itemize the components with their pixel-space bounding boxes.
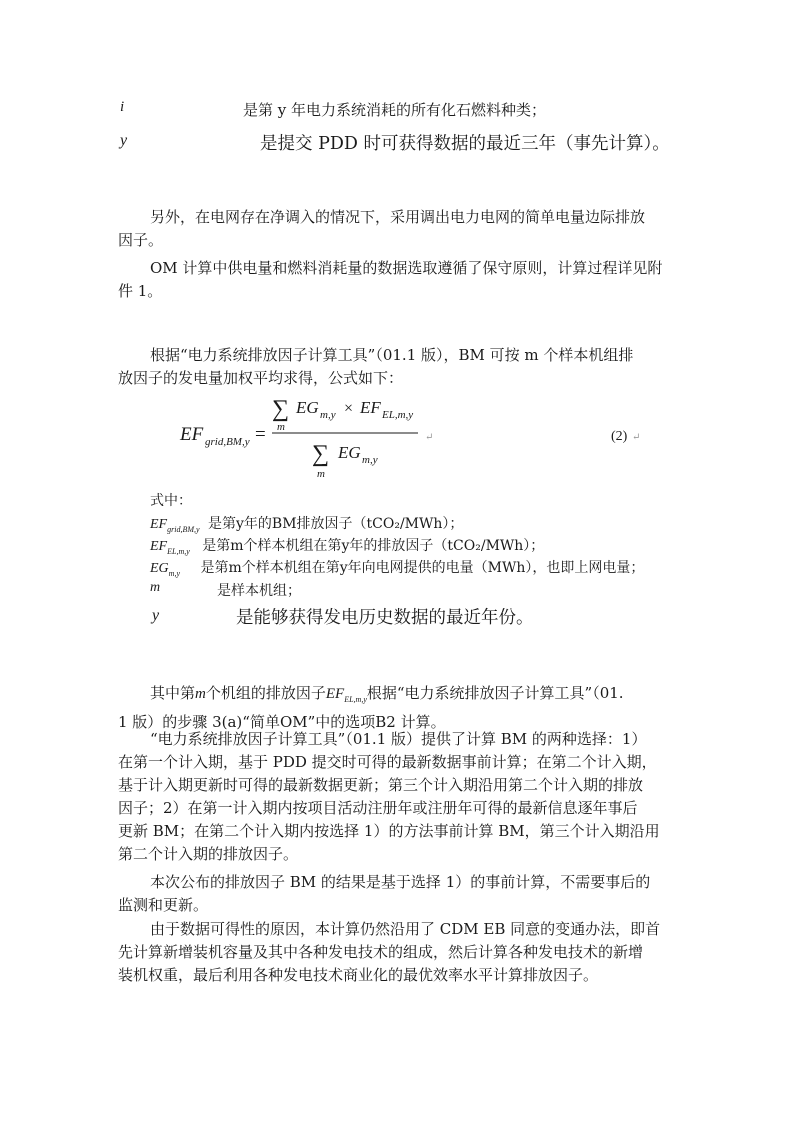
- symbol-m: m: [195, 686, 206, 702]
- def-ef-el: [150, 535, 544, 556]
- formula-den-sum-sub: m: [317, 468, 325, 480]
- paragraph-data-availability: [118, 918, 678, 987]
- paragraph-line: 因子；2）在第一计入期内按项目活动注册年或注册年可得的最新信息逐年事后: [118, 799, 638, 817]
- formula-lhs-sub: grid,BM,y: [205, 436, 250, 448]
- paragraph-line: 更新 BM；在第二个计入期内按选择 1）的方法事前计算 BM，第三个计入期沿用: [118, 822, 660, 840]
- formula-den-eg-sub: m,y: [362, 454, 378, 466]
- formula-num-eg-sub: m,y: [320, 409, 336, 421]
- paragraph-ef-el: [118, 682, 678, 734]
- paragraph-bm-options: [118, 728, 678, 866]
- text-run: 根据“电力系统排放因子计算工具”（01.: [366, 684, 624, 702]
- def-text-y: 是提交 PDD 时可获得数据的最近三年（事先计算）。: [260, 134, 670, 154]
- def-symbol: EG: [150, 561, 169, 576]
- formula-bm-emission-factor: [175, 392, 645, 482]
- paragraph-line: 根据“电力系统排放因子计算工具”（01.1 版），BM 可按 m 个样本机组排: [150, 346, 634, 364]
- symbol-ef-sub: EL,m,y: [344, 695, 367, 704]
- def-symbol-sub: grid,BM,y: [167, 524, 200, 534]
- paragraph-line: 1 版）的步骤 3(a)“简单OM”中的选项B2 计算。: [118, 713, 446, 731]
- paragraph-bm-method: [118, 344, 678, 390]
- paragraph-line: 因子。: [118, 231, 164, 249]
- formula-num-ef: EF: [360, 398, 381, 417]
- formula-number: (2): [611, 429, 628, 444]
- formula-num-eg: EG: [296, 398, 319, 417]
- paragraph-net-import: [118, 206, 678, 252]
- formula-lhs: EF: [180, 424, 204, 445]
- def-text-y2: 是能够获得发电历史数据的最近年份。: [236, 608, 534, 628]
- paragraph-line: 装机权重，最后利用各种发电技术商业化的最优效率水平计算排放因子。: [118, 966, 599, 984]
- formula-equals: =: [255, 424, 266, 445]
- paragraph-mark-icon: ↵: [425, 432, 434, 443]
- paragraph-line: 先计算新增装机容量及其中各种发电技术的组成，然后计算各种发电技术的新增: [118, 943, 644, 961]
- text-run: 个机组的排放因子: [205, 684, 326, 702]
- paragraph-line: 在第一个计入期，基于 PDD 提交时可得的最新数据事前计算；在第二个计入期，: [118, 753, 657, 771]
- paragraph-mark-icon: ↵: [632, 432, 641, 443]
- def-text: 是第y年的BM排放因子（tCO₂/MWh）；: [208, 516, 464, 532]
- def-symbol-y: y: [120, 132, 128, 149]
- def-symbol-sub: EL,m,y: [167, 546, 190, 556]
- def-symbol-m: m: [150, 580, 161, 595]
- def-eg: [150, 557, 644, 578]
- paragraph-line: 件 1。: [118, 282, 163, 300]
- symbol-ef: EF: [325, 686, 345, 702]
- paragraph-line: 监测和更新。: [118, 896, 209, 914]
- formula-num-sum-sub: m: [277, 421, 285, 433]
- def-text-m: 是样本机组；: [217, 583, 301, 599]
- paragraph-line: “电力系统排放因子计算工具”（01.1 版）提供了计算 BM 的两种选择：1）: [150, 730, 647, 748]
- paragraph-line: OM 计算中供电量和燃料消耗量的数据选取遵循了保守原则，计算过程详见附: [150, 259, 663, 277]
- def-text-i: 是第 y 年电力系统消耗的所有化石燃料种类；: [243, 101, 547, 119]
- def-ef-grid: [150, 513, 463, 534]
- paragraph-line: 另外，在电网存在净调入的情况下，采用调出电力电网的简单电量边际排放: [150, 208, 646, 226]
- paragraph-line: 由于数据可得性的原因，本计算仍然沿用了 CDM EB 同意的变通办法，即首: [150, 920, 661, 938]
- def-symbol-sub: m,y: [168, 568, 180, 578]
- paragraph-line: 放因子的发电量加权平均求得，公式如下：: [118, 369, 404, 387]
- sum-icon: ∑: [272, 396, 290, 422]
- def-text: 是第m个样本机组在第y年的排放因子（tCO₂/MWh）；: [202, 538, 545, 554]
- paragraph-line: 本次公布的排放因子 BM 的结果是基于选择 1）的事前计算，不需要事后的: [150, 873, 651, 891]
- def-symbol-y2: y: [152, 607, 160, 624]
- formula-num-ef-sub: EL,m,y: [382, 409, 414, 421]
- where-label: 式中：: [150, 493, 192, 509]
- def-symbol: EF: [150, 539, 168, 554]
- formula-times: ×: [344, 400, 354, 417]
- paragraph-line: [118, 682, 678, 711]
- paragraph-ex-ante: [118, 871, 678, 917]
- sum-icon: ∑: [312, 441, 330, 467]
- formula-den-eg: EG: [338, 443, 361, 462]
- def-symbol-i: i: [120, 99, 125, 115]
- formula-graphic: [175, 392, 645, 482]
- paragraph-line: 第二个计入期的排放因子。: [118, 845, 299, 863]
- text-run: 其中第: [150, 684, 196, 702]
- def-symbol: EF: [150, 517, 168, 532]
- paragraph-om-data: [118, 257, 678, 303]
- def-text: 是第m个样本机组在第y年向电网提供的电量（MWh），也即上网电量；: [200, 560, 645, 576]
- paragraph-line: 基于计入期更新时可得的最新数据更新；第三个计入期沿用第二个计入期的排放: [118, 776, 644, 794]
